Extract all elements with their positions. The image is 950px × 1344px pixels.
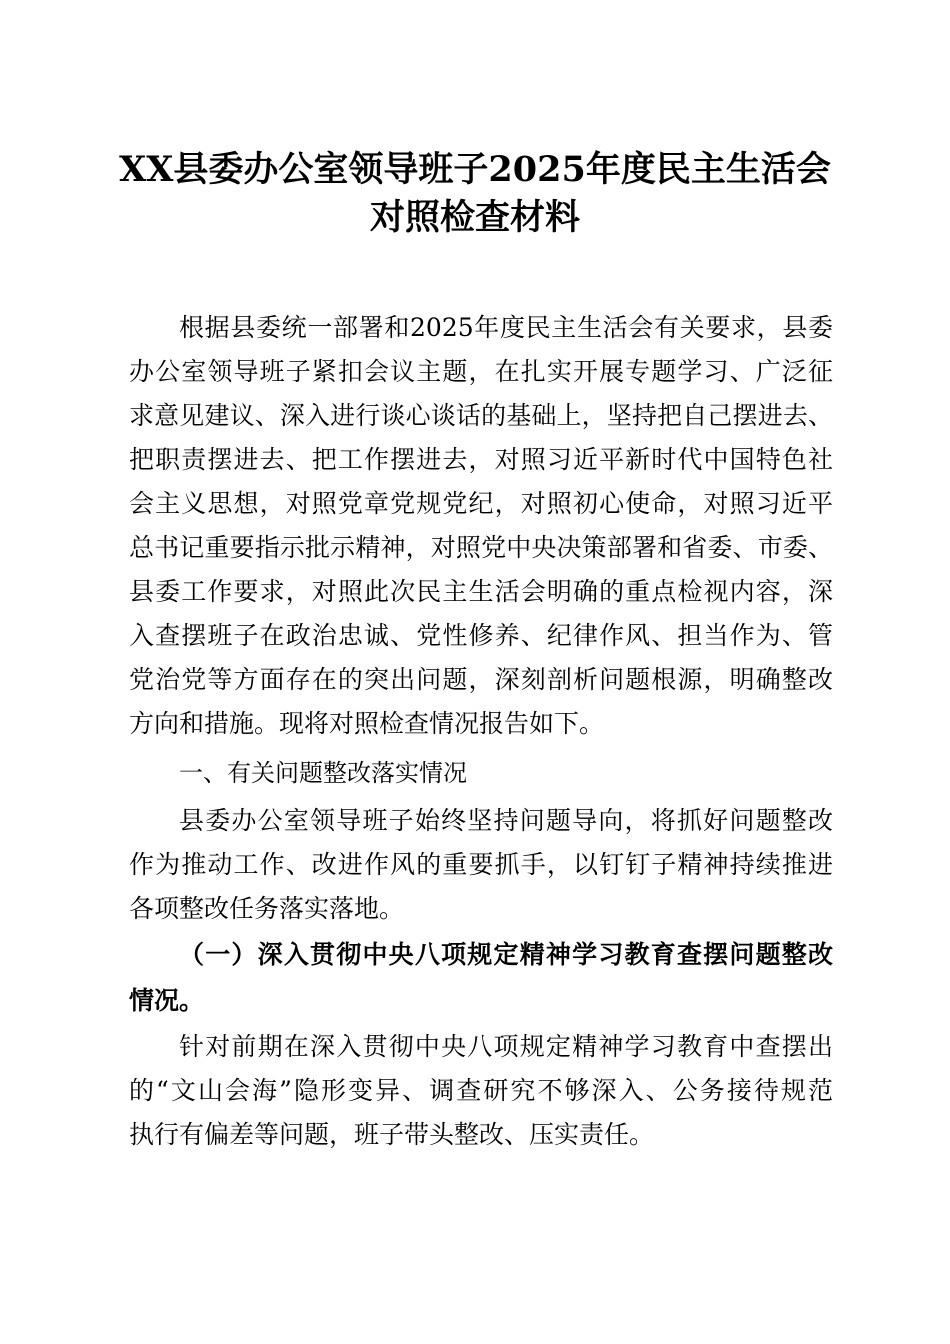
document-title-line-1: XX县委办公室领导班子2025年度民主生活会 xyxy=(119,149,831,190)
intro-paragraph-line: 办公室领导班子紧扣会议主题，在扎实开展专题学习、广泛征 xyxy=(129,357,833,386)
intro-paragraph-line: 把职责摆进去、把工作摆进去，对照习近平新时代中国特色社 xyxy=(129,445,833,474)
section-paragraph-line: 作为推动工作、改进作风的重要抓手，以钉钉子精神持续推进 xyxy=(129,850,833,879)
intro-paragraph-line: 总书记重要指示批示精神，对照党中央决策部署和省委、市委、 xyxy=(129,533,833,562)
section-paragraph-line: 县委办公室领导班子始终坚持问题导向，将抓好问题整改 xyxy=(179,806,833,835)
intro-paragraph-line: 方向和措施。现将对照检查情况报告如下。 xyxy=(129,709,605,738)
section-paragraph-line: 各项整改任务落实落地。 xyxy=(129,894,405,923)
subsection-heading: （一）深入贯彻中央八项规定精神学习教育查摆问题整改 xyxy=(179,940,833,969)
document-title-line-2: 对照检查材料 xyxy=(369,197,580,238)
intro-paragraph-line: 会主义思想，对照党章党规党纪，对照初心使命，对照习近平 xyxy=(129,489,833,518)
section-heading: 一、有关问题整改落实情况 xyxy=(179,759,467,787)
subsection-paragraph-line: 针对前期在深入贯彻中央八项规定精神学习教育中查摆出 xyxy=(179,1032,833,1061)
intro-paragraph-line: 根据县委统一部署和2025年度民主生活会有关要求，县委 xyxy=(179,313,833,342)
intro-paragraph-line: 求意见建议、深入进行谈心谈话的基础上，坚持把自己摆进去、 xyxy=(129,401,833,430)
subsection-paragraph-line: 的“文山会海”隐形变异、调查研究不够深入、公务接待规范 xyxy=(129,1076,833,1105)
subsection-paragraph-line: 执行有偏差等问题，班子带头整改、压实责任。 xyxy=(129,1120,655,1149)
intro-paragraph-line: 县委工作要求，对照此次民主生活会明确的重点检视内容，深 xyxy=(129,577,833,606)
subsection-heading: 情况。 xyxy=(129,986,205,1015)
intro-paragraph-line: 党治党等方面存在的突出问题，深刻剖析问题根源，明确整改 xyxy=(129,665,833,694)
intro-paragraph-line: 入查摆班子在政治忠诚、党性修养、纪律作风、担当作为、管 xyxy=(129,621,833,650)
